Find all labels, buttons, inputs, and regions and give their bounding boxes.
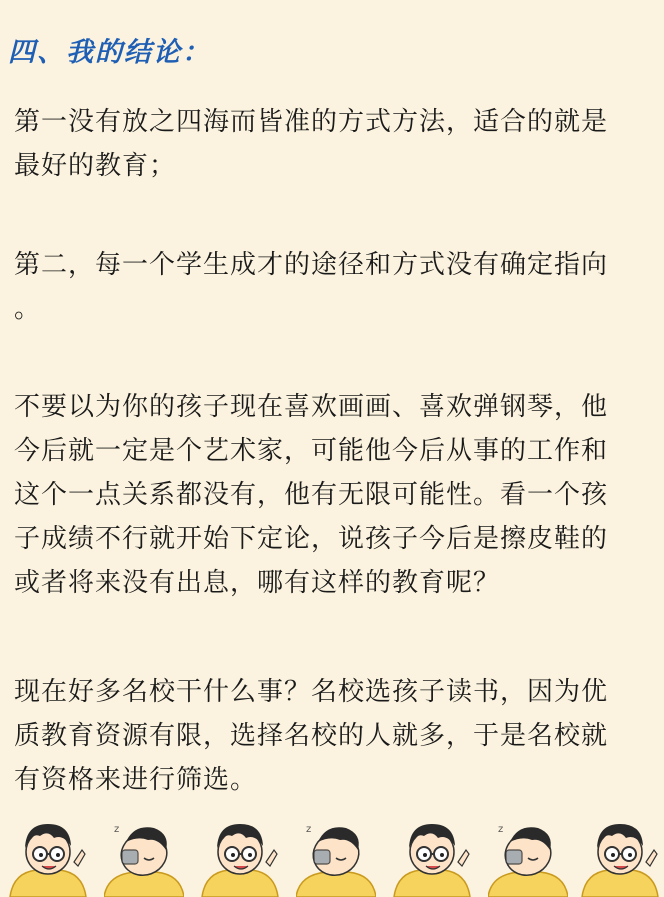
boy-cheering-icon — [580, 812, 660, 897]
text-line: 第一没有放之四海而皆准的方式方法，适合的就是 — [14, 107, 609, 137]
cartoon-strip — [0, 812, 664, 897]
paragraph-3 — [14, 385, 654, 605]
text-line: 这个一点关系都没有，他有无限可能性。看一个孩 — [14, 480, 609, 510]
text-line: 或者将来没有出息，哪有这样的教育呢？ — [14, 568, 501, 598]
text-line: 第二，每一个学生成才的途径和方式没有确定指向 — [14, 250, 609, 280]
text-line: 质教育资源有限，选择名校的人就多，于是名校就 — [14, 721, 609, 751]
text-line: 现在好多名校干什么事？名校选孩子读书，因为优 — [14, 677, 609, 707]
svg-text:z: z — [498, 824, 504, 835]
text-line: 。 — [14, 294, 42, 324]
text-line: 有资格来进行筛选。 — [14, 765, 258, 795]
paragraph-1 — [14, 100, 654, 188]
boy-cheering-icon — [200, 812, 280, 897]
svg-text:z: z — [306, 824, 312, 835]
boy-sleeping-icon — [488, 812, 568, 897]
svg-text:z: z — [114, 824, 120, 835]
boy-sleeping-icon — [104, 812, 184, 897]
text-line: 最好的教育； — [14, 151, 177, 181]
boy-cheering-icon — [392, 812, 472, 897]
boy-sleeping-icon — [296, 812, 376, 897]
paragraph-4 — [14, 670, 654, 802]
paragraph-2 — [14, 243, 654, 331]
text-line: 今后就一定是个艺术家，可能他今后从事的工作和 — [14, 436, 609, 466]
text-line: 子成绩不行就开始下定论，说孩子今后是擦皮鞋的 — [14, 524, 609, 554]
text-line: 不要以为你的孩子现在喜欢画画、喜欢弹钢琴，他 — [14, 392, 609, 422]
section-heading: 四、我的结论： — [8, 37, 211, 68]
boy-cheering-icon — [8, 812, 88, 897]
